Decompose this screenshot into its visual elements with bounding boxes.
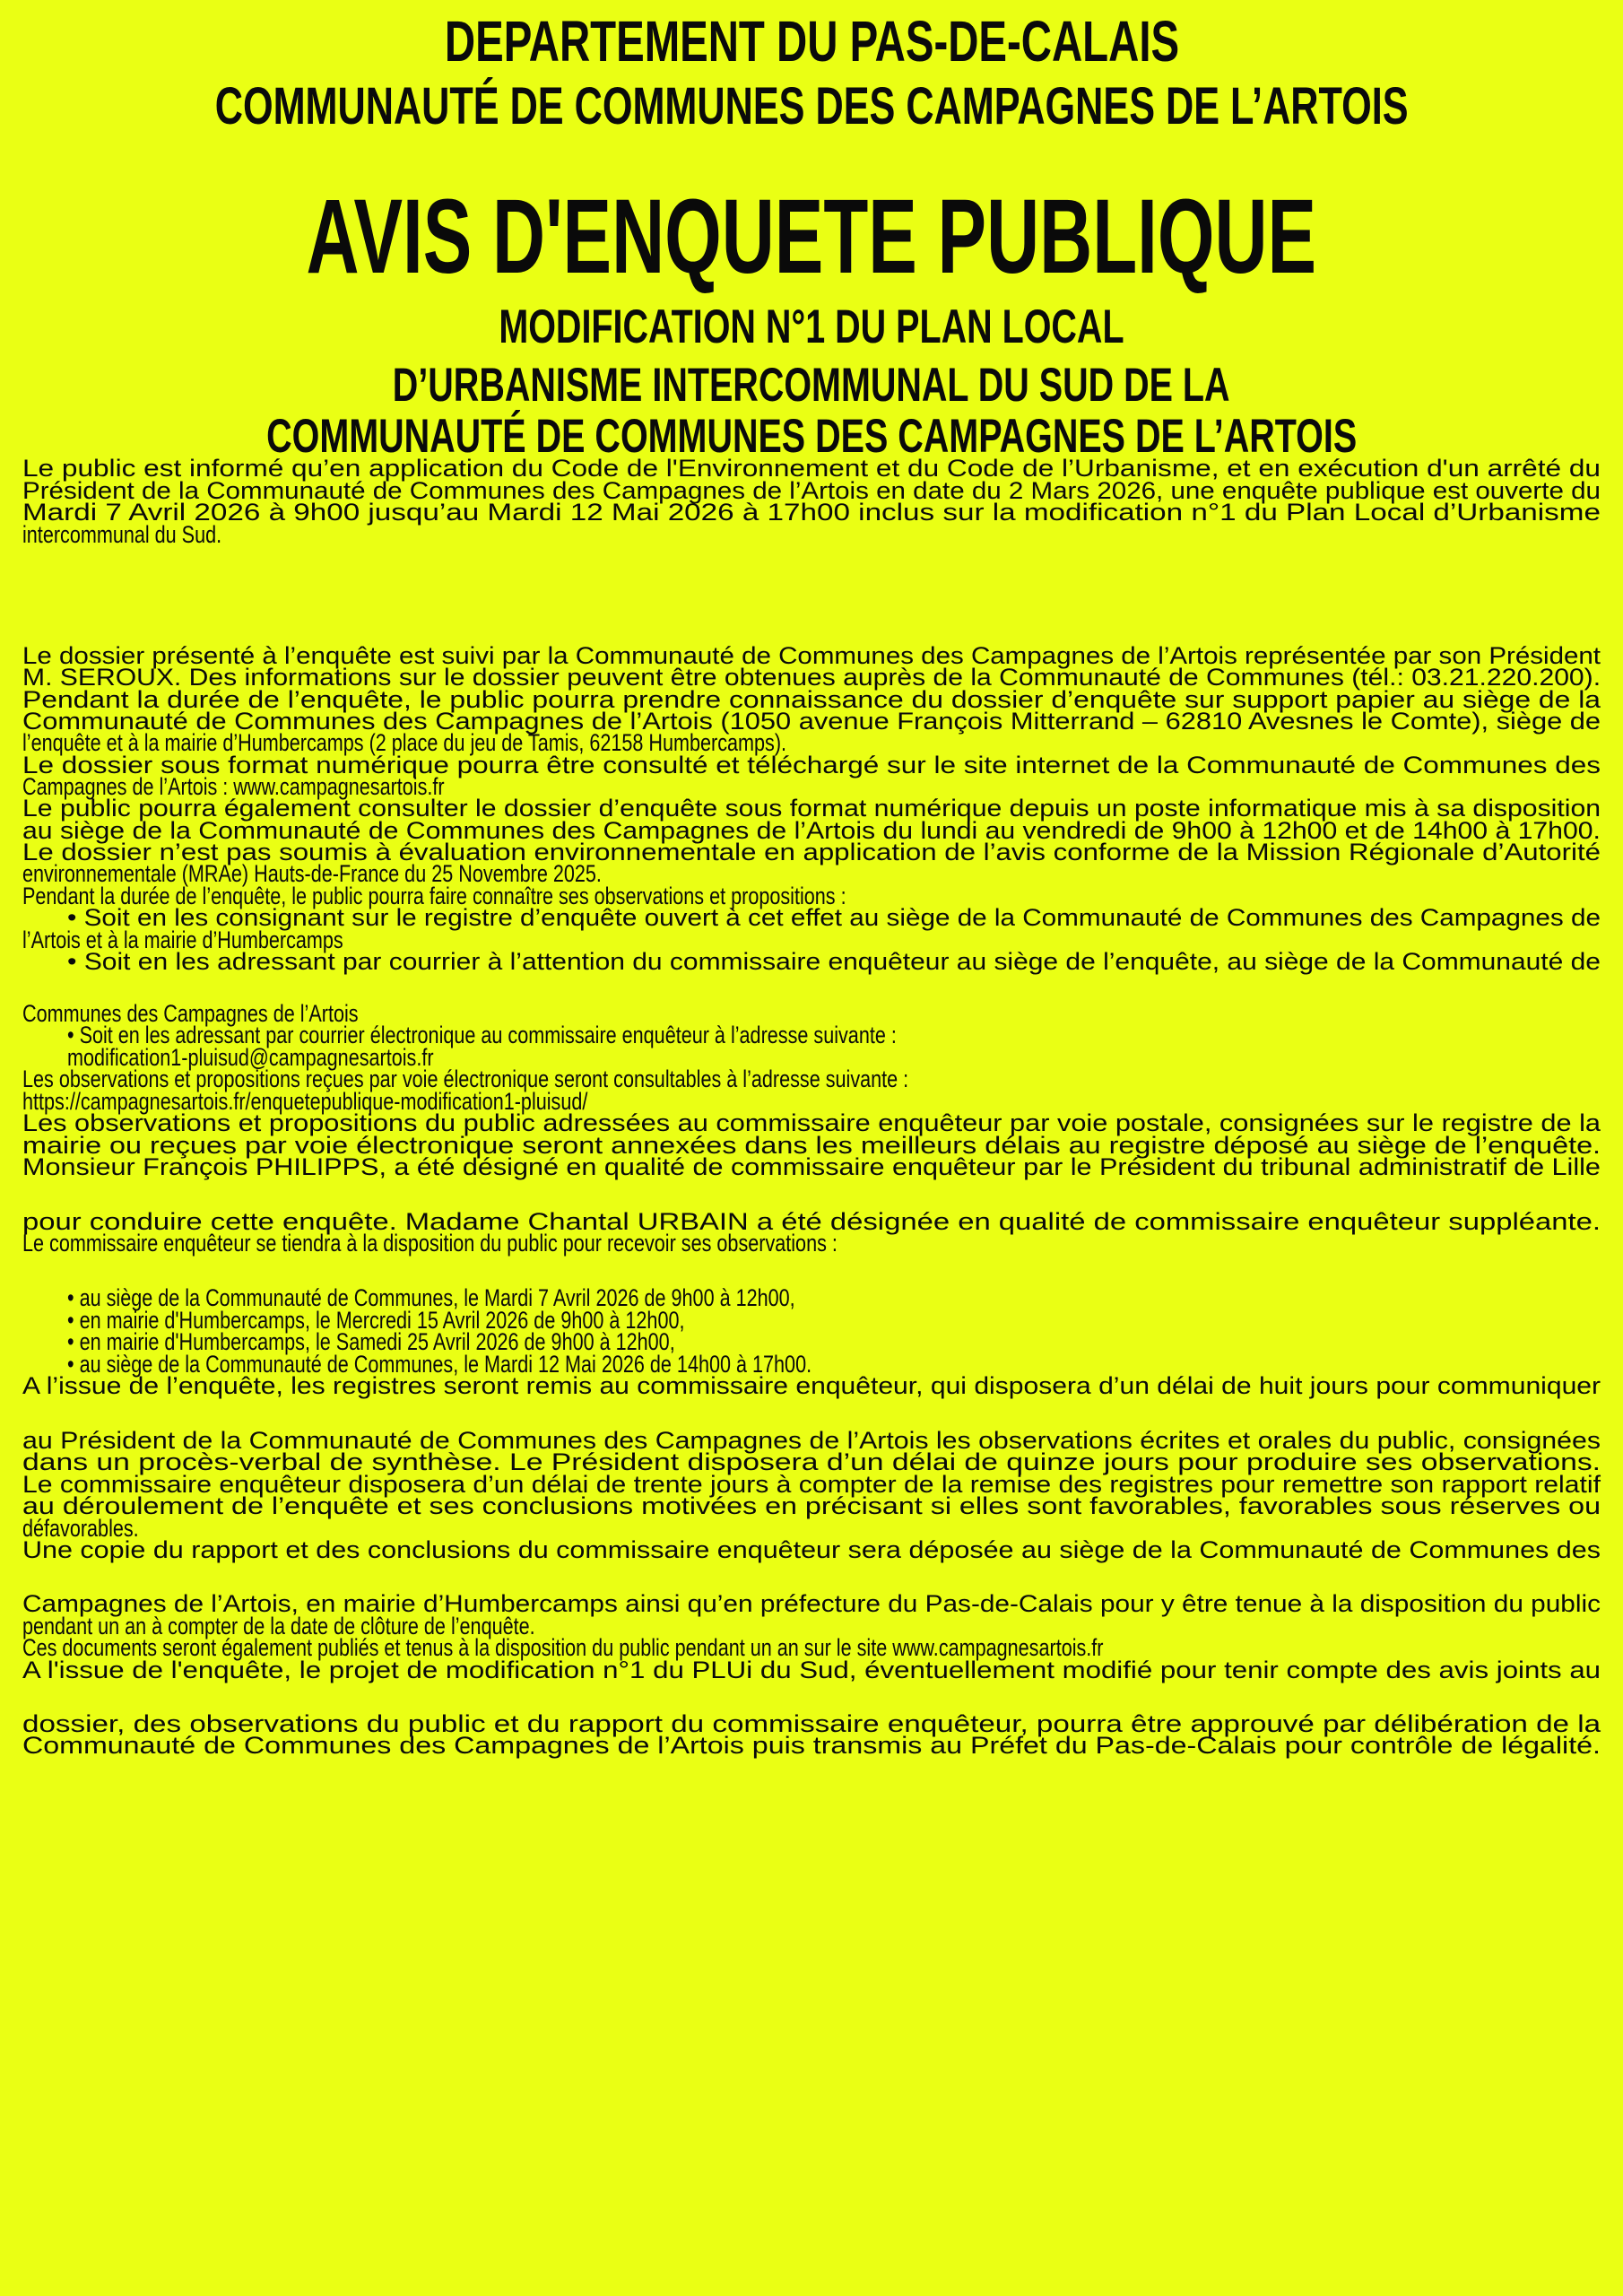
body-line: modification1-pluisud@campagnesartois.fr <box>67 1044 434 1071</box>
body-line: Campagnes de l’Artois : www.campagnesartois.fr <box>22 773 445 800</box>
body-line: Le public pourra également consulter le dossier d’enquête sous format numérique depuis un poste informatique mis à sa disposition <box>22 795 1601 822</box>
body-line: A l'issue de l'enquête, le projet de modification n°1 du PLUi du Sud, éventuellement modifié pour tenir compte des avis joints au <box>22 1657 1601 1683</box>
body-line: Le public est informé qu’en application du Code de l'Environnement et du Code de l’Urbanisme, et en exécution d'un arrêté du <box>22 455 1601 482</box>
body-line: Le dossier présenté à l’enquête est suivi par la Communauté de Communes des Campagnes de l’Artois représentée par son Président <box>22 642 1601 669</box>
body-line: Le commissaire enquêteur disposera d’un délai de trente jours à compter de la remise des registres pour remettre son rapport relatif <box>22 1471 1601 1498</box>
body-line: au Président de la Communauté de Communes des Campagnes de l’Artois les observations écrites et orales du public, consignées <box>22 1427 1601 1454</box>
bullet-item: • au siège de la Communauté de Communes, le Mardi 12 Mai 2026 de 14h00 à 17h00. <box>67 1351 812 1378</box>
body-line: A l’issue de l’enquête, les registres seront remis au commissaire enquêteur, qui disposera d’un délai de huit jours pour communiquer <box>22 1372 1601 1399</box>
body-line: Le commissaire enquêteur se tiendra à la disposition du public pour recevoir ses observations : <box>22 1230 838 1257</box>
bullet-item: • en mairie d'Humbercamps, le Mercredi 15 Avril 2026 de 9h00 à 12h00, <box>67 1307 685 1334</box>
subtitle-line-text: MODIFICATION N°1 DU PLAN LOCAL <box>499 300 1124 353</box>
body-line: Pendant la durée de l’enquête, le public pourra faire connaître ses observations et propositions : <box>22 883 846 909</box>
bullet-item: • Soit en les adressant par courrier électronique au commissaire enquêteur à l’adresse suivante : <box>67 1022 897 1048</box>
body-line: environnementale (MRAe) Hauts-de-France du 25 Novembre 2025. <box>22 860 602 887</box>
body-line: défavorables. <box>22 1515 139 1542</box>
subtitle-line-text: D’URBANISME INTERCOMMUNAL DU SUD DE LA <box>393 359 1230 412</box>
body-line: Les observations et propositions reçues par voie électronique seront consultables à l’adresse suivante : <box>22 1065 909 1092</box>
body-line: Les observations et propositions du public adressées au commissaire enquêteur par voie postale, consignées sur le registre de la <box>22 1109 1601 1136</box>
bullet-item: • en mairie d'Humbercamps, le Samedi 25 Avril 2026 de 9h00 à 12h00, <box>67 1328 675 1355</box>
body-line: au déroulement de l’enquête et ses conclusions motivées en précisant si elles sont favorables, favorables sous réserves ou <box>22 1492 1601 1519</box>
body-line: Une copie du rapport et des conclusions du commissaire enquêteur sera déposée au siège de la Communauté de Communes des <box>22 1536 1601 1563</box>
body-line: Communes des Campagnes de l’Artois <box>22 1000 359 1027</box>
subtitle-line-text: COMMUNAUTÉ DE COMMUNES DES CAMPAGNES DE L’ARTOIS <box>265 410 1358 463</box>
body-line: Ces documents seront également publiés et tenus à la disposition du public pendant un an sur le site www.campagnesartois.fr <box>22 1634 1104 1661</box>
body-line: https://campagnesartois.fr/enquetepublique-modification1-pluisud/ <box>22 1088 588 1115</box>
body-line: dossier, des observations du public et du rapport du commissaire enquêteur, pourra être approuvé par délibération de la <box>22 1710 1601 1737</box>
body-line: pour conduire cette enquête. Madame Chantal URBAIN a été désignée en qualité de commissaire enquêteur suppléante. <box>22 1208 1601 1235</box>
body-line: mairie ou reçues par voie électronique seront annexées dans les meilleurs délais au registre déposé au siège de l’enquête. <box>22 1132 1601 1159</box>
bullet-item: • au siège de la Communauté de Communes, le Mardi 7 Avril 2026 de 9h00 à 12h00, <box>67 1284 795 1311</box>
body-line: au siège de la Communauté de Communes des Campagnes de l’Artois du lundi au vendredi de 9h00 à 12h00 et de 14h00 à 17h00. <box>22 817 1601 844</box>
body-line: Le dossier n’est pas soumis à évaluation environnementale en application de l’avis conforme de la Mission Régionale d’Autorité <box>22 839 1601 865</box>
body-line: Campagnes de l’Artois, en mairie d’Humbercamps ainsi qu’en préfecture du Pas-de-Calais pour y être tenue à la disposition du public <box>22 1590 1601 1617</box>
body-line: pendant un an à compter de la date de clôture de l’enquête. <box>22 1613 535 1639</box>
bullet-item: • Soit en les adressant par courrier à l’attention du commissaire enquêteur au siège de l’enquête, au siège de la Communauté de <box>67 948 1601 975</box>
body-line: intercommunal du Sud. <box>22 521 222 548</box>
body-line: Mardi 7 Avril 2026 à 9h00 jusqu’au Mardi 12 Mai 2026 à 17h00 inclus sur la modification n°1 du Plan Local d’Urbanisme <box>22 499 1601 526</box>
body-line: Pendant la durée de l’enquête, le public pourra prendre connaissance du dossier d’enquête sur support papier au siège de la <box>22 686 1601 713</box>
body-line: M. SEROUX. Des informations sur le dossier peuvent être obtenues auprès de la Communauté de Communes (tél.: 03.21.220.200). <box>22 664 1601 691</box>
body-line: l’Artois et à la mairie d’Humbercamps <box>22 926 343 953</box>
body-line: Le dossier sous format numérique pourra être consulté et téléchargé sur le site internet de la Communauté de Communes des <box>22 752 1601 778</box>
notice-title-text: AVIS D'ENQUETE PUBLIQUE <box>306 178 1317 296</box>
body-line: Communauté de Communes des Campagnes de l’Artois (1050 avenue François Mitterrand – 62810 Avesnes le Comte), siège de <box>22 708 1601 735</box>
body-line: Monsieur François PHILIPPS, a été désigné en qualité de commissaire enquêteur par le Président du tribunal administratif de Lille <box>22 1153 1601 1180</box>
body-line: Communauté de Communes des Campagnes de l’Artois puis transmis au Préfet du Pas-de-Calais pour contrôle de légalité. <box>22 1732 1601 1759</box>
department-heading-text: DEPARTEMENT DU PAS-DE-CALAIS <box>444 9 1179 74</box>
body-line: Président de la Communauté de Communes des Campagnes de l’Artois en date du 2 Mars 2026, une enquête publique est ouverte du <box>22 477 1601 504</box>
body-line: l’enquête et à la mairie d’Humbercamps (2 place du jeu de Tamis, 62158 Humbercamps). <box>22 729 787 756</box>
bullet-item: • Soit en les consignant sur le registre d’enquête ouvert à cet effet au siège de la Communauté de Communes des Campagnes de <box>67 904 1601 931</box>
body-line: dans un procès-verbal de synthèse. Le Président disposera d’un délai de quinze jours pour produire ses observations. <box>22 1448 1601 1475</box>
community-heading-text: COMMUNAUTÉ DE COMMUNES DES CAMPAGNES DE L’ARTOIS <box>214 77 1409 135</box>
